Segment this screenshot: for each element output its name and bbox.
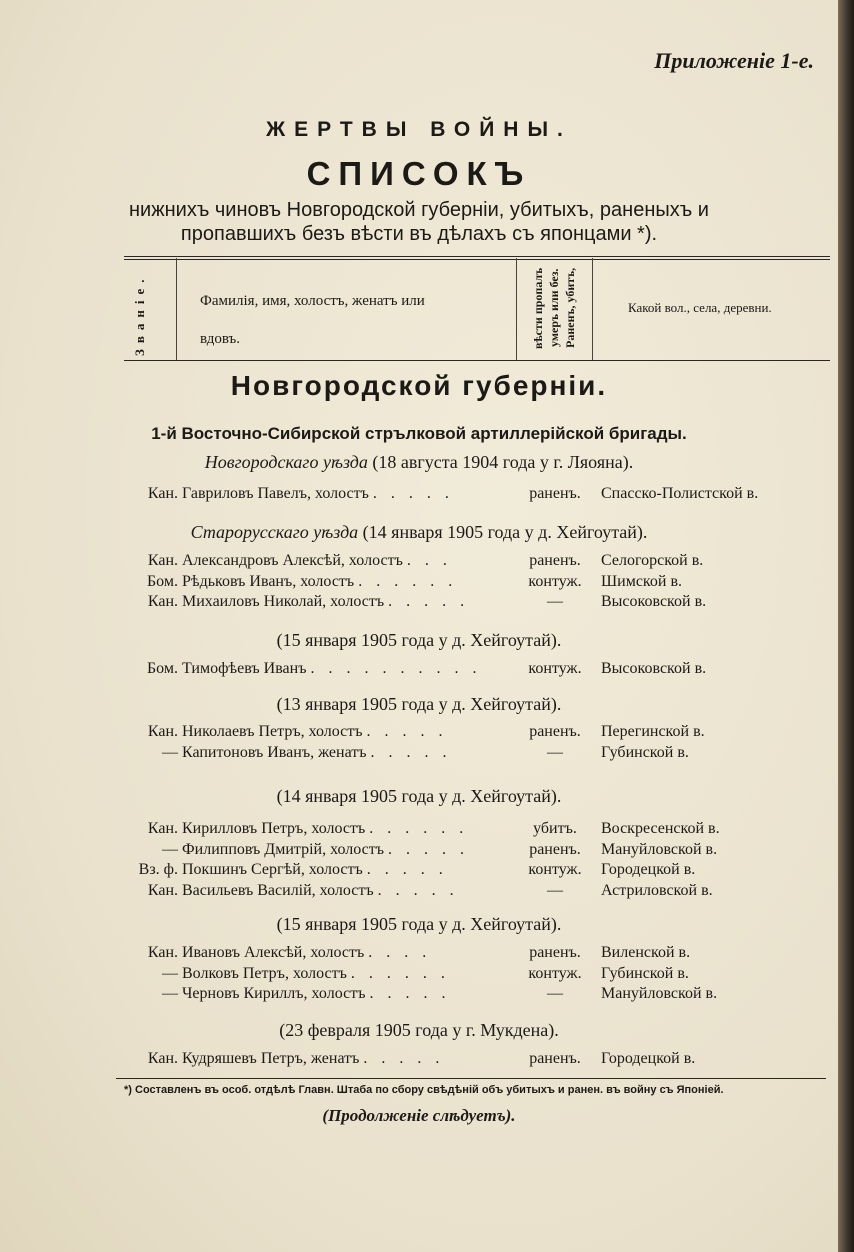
section-heading-district: Старорусскаго уѣзда: [190, 522, 359, 542]
row-leader-dots: . . . . .: [372, 485, 454, 502]
row-name: Тимофѣевъ Иванъ: [182, 660, 307, 677]
subtitle-line-2: пропавшихъ безъ вѣсти въ дѣлахъ съ японцами *).: [180, 223, 658, 245]
section-heading: [0, 1020, 838, 1041]
row-fate: —: [547, 985, 563, 1002]
section-heading-date-place: (23 февраля 1905 года у г. Мукдена).: [279, 1020, 559, 1040]
header-name-line-2: вдовъ.: [200, 331, 241, 347]
row-fate: раненъ.: [529, 944, 581, 961]
row-name-cell: [182, 820, 512, 838]
footnote: *) Составленъ въ особ. отдѣлѣ Главн. Штаба по сбору свѣдѣнiй объ убитыхъ и ранен. въ войну съ Японiей.: [124, 1084, 724, 1096]
row-rank: Кан.: [147, 593, 178, 610]
row-name-cell: [182, 861, 512, 879]
row-village: Губинской в.: [601, 964, 689, 982]
column-divider: [176, 258, 177, 360]
row-name: Филипповъ Дмитрiй, холостъ: [182, 840, 385, 858]
row-leader-dots: . . .: [406, 552, 452, 569]
row-fate: контуж.: [528, 572, 582, 590]
table-row: [0, 593, 838, 613]
row-name-cell: [182, 660, 512, 678]
table-header-bottom-rule: [124, 360, 830, 361]
section-heading: [0, 786, 838, 807]
row-fate: контуж.: [528, 861, 582, 878]
column-divider: [516, 258, 517, 360]
table-row: [0, 882, 838, 902]
row-rank: Кан.: [147, 723, 178, 740]
header-name-line-1: Фамилiя, имя, холостъ, женатъ или: [200, 293, 425, 309]
section-heading-date-place: (15 января 1905 года у д. Хейгоутай).: [276, 630, 562, 650]
row-name: Покшинъ Сергѣй, холостъ: [182, 861, 363, 878]
row-rank: —: [162, 840, 178, 858]
row-rank: Бом.: [146, 660, 178, 677]
column-divider: [592, 258, 593, 360]
row-rank: Вз. ф.: [138, 861, 178, 878]
row-name: Кирилловъ Петръ, холостъ: [182, 820, 366, 837]
row-fate: —: [547, 881, 563, 899]
row-fate: —: [547, 743, 563, 761]
continued-note: (Продолженiе слѣдуетъ).: [322, 1106, 516, 1125]
row-leader-dots: . . . . .: [366, 723, 448, 740]
row-rank: —: [162, 743, 178, 761]
footnote-rule: [116, 1078, 826, 1079]
section-heading: [0, 914, 838, 935]
row-village: Мануйловской в.: [601, 840, 718, 858]
row-rank: Кан.: [147, 1050, 178, 1067]
row-name-cell: [182, 573, 512, 591]
row-leader-dots: . . . . .: [388, 593, 470, 610]
table-row: [0, 820, 838, 840]
row-name: Васильевъ Василiй, холостъ: [182, 881, 374, 899]
table-row: [0, 573, 838, 593]
row-leader-dots: . . . .: [368, 944, 432, 961]
row-village: Мануйловской в.: [601, 985, 718, 1002]
row-village: Селогорской в.: [601, 552, 704, 569]
section-heading: [0, 694, 838, 715]
row-fate: раненъ.: [529, 552, 581, 569]
row-leader-dots: . . . . . .: [350, 964, 450, 982]
row-name: Волковъ Петръ, холостъ: [182, 964, 347, 982]
row-fate: убитъ.: [533, 820, 577, 837]
row-fate: —: [547, 593, 563, 610]
row-fate: раненъ.: [529, 723, 581, 740]
row-fate: раненъ.: [529, 485, 581, 502]
row-name-cell: [182, 744, 512, 762]
header-fate-line-2: умеръ или без.: [547, 268, 561, 348]
row-rank: Бом.: [146, 572, 178, 590]
book-spine-shadow: [838, 0, 854, 1252]
row-name-cell: [182, 985, 512, 1003]
brigade-title: 1-й Восточно-Сибирской стрълковой артиллерiйской бригады.: [151, 424, 687, 443]
row-name-cell: [182, 944, 512, 962]
table-row: [0, 1050, 838, 1070]
row-name: Капитоновъ Иванъ, женатъ: [182, 743, 367, 761]
table-row: [0, 485, 838, 505]
row-leader-dots: . . . . . . . . . .: [310, 660, 482, 677]
row-rank: —: [162, 964, 178, 982]
row-name-cell: [182, 841, 512, 859]
row-rank: Кан.: [147, 552, 178, 569]
row-village: Городецкой в.: [601, 1050, 696, 1067]
table-row: [0, 744, 838, 764]
row-name: Гавриловъ Павелъ, холостъ: [182, 485, 369, 502]
row-leader-dots: . . . . . .: [369, 820, 469, 837]
table-row: [0, 552, 838, 572]
row-village: Виленской в.: [601, 944, 691, 961]
row-fate: раненъ.: [529, 1050, 581, 1067]
table-row: [0, 723, 838, 743]
section-heading-district: Новгородскаго уѣзда: [204, 452, 368, 472]
row-leader-dots: . . . . .: [377, 881, 459, 899]
section-heading-date-place: (14 января 1905 года у д. Хейгоутай).: [276, 786, 562, 806]
section-heading: [0, 452, 838, 473]
section-heading-date-place: (14 января 1905 года у д. Хейгоутай).: [358, 522, 648, 542]
row-name: Ивановъ Алексѣй, холостъ: [182, 944, 365, 961]
row-village: Перегинской в.: [601, 723, 705, 740]
table-row: [0, 841, 838, 861]
header-village: Какой вол., села, деревни.: [628, 300, 772, 315]
row-leader-dots: . . . . .: [366, 861, 448, 878]
section-heading-date-place: (13 января 1905 года у д. Хейгоутай).: [276, 694, 562, 714]
table-row: [0, 660, 838, 680]
row-rank: —: [162, 985, 178, 1002]
header-rank: Званiе.: [132, 273, 147, 357]
row-name-cell: [182, 552, 512, 570]
row-name-cell: [182, 882, 512, 900]
row-leader-dots: . . . . .: [369, 985, 451, 1002]
row-name-cell: [182, 965, 512, 983]
row-fate: раненъ.: [529, 840, 581, 858]
header-fate-line-1: Раненъ, убитъ,: [563, 267, 577, 349]
row-name: Александровъ Алексѣй, холостъ: [182, 552, 403, 569]
row-village: Высоковской в.: [601, 593, 707, 610]
row-name: Рѣдьковъ Иванъ, холостъ: [182, 572, 355, 590]
section-heading: [0, 522, 838, 543]
header-name: [200, 282, 500, 358]
row-rank: Кан.: [147, 820, 178, 837]
row-name: Черновъ Кириллъ, холостъ: [182, 985, 366, 1002]
row-village: Городецкой в.: [601, 861, 696, 878]
section-heading: [0, 630, 838, 651]
row-name: Кудряшевъ Петръ, женатъ: [182, 1050, 360, 1067]
row-rank: Кан.: [147, 944, 178, 961]
heading-victims: ЖЕРТВЫ ВОЙНЫ.: [266, 118, 572, 141]
table-row: [0, 965, 838, 985]
section-heading-date-place: (15 января 1905 года у д. Хейгоутай).: [276, 914, 562, 934]
heading-list: СПИСОКЪ: [306, 155, 532, 192]
table-row: [0, 861, 838, 881]
row-fate: контуж.: [528, 660, 582, 677]
table-header-top-rule: [124, 256, 830, 260]
header-fate: [520, 258, 588, 358]
row-village: Спасско-Полистской в.: [601, 485, 759, 502]
row-leader-dots: . . . . .: [370, 743, 452, 761]
row-village: Шимской в.: [601, 572, 683, 590]
gubernia-title: Новгородской губернiи.: [230, 370, 608, 401]
row-name-cell: [182, 1050, 512, 1068]
appendix-label: Приложенiе 1-е.: [654, 48, 814, 73]
table-row: [0, 985, 838, 1005]
row-village: Астриловской в.: [601, 881, 713, 899]
section-heading-date-place: (18 августа 1904 года у г. Ляояна).: [367, 452, 634, 472]
row-rank: Кан.: [147, 485, 178, 502]
row-leader-dots: . . . . . .: [358, 572, 458, 590]
table-row: [0, 944, 838, 964]
row-name-cell: [182, 485, 512, 503]
row-leader-dots: . . . . .: [363, 1050, 445, 1067]
row-rank: Кан.: [147, 881, 178, 899]
subtitle-line-1: нижнихъ чиновъ Новгородской губернiи, убитыхъ, раненыхъ и: [129, 199, 709, 221]
row-name: Михаиловъ Николай, холостъ: [182, 593, 385, 610]
row-village: Высоковской в.: [601, 660, 707, 677]
row-fate: контуж.: [528, 964, 582, 982]
row-name-cell: [182, 593, 512, 611]
row-name-cell: [182, 723, 512, 741]
header-fate-line-3: вѣсти пропалъ: [531, 267, 545, 349]
row-village: Губинской в.: [601, 743, 689, 761]
row-leader-dots: . . . . .: [388, 840, 470, 858]
row-name: Николаевъ Петръ, холостъ: [182, 723, 363, 740]
row-village: Воскресенской в.: [601, 820, 720, 837]
